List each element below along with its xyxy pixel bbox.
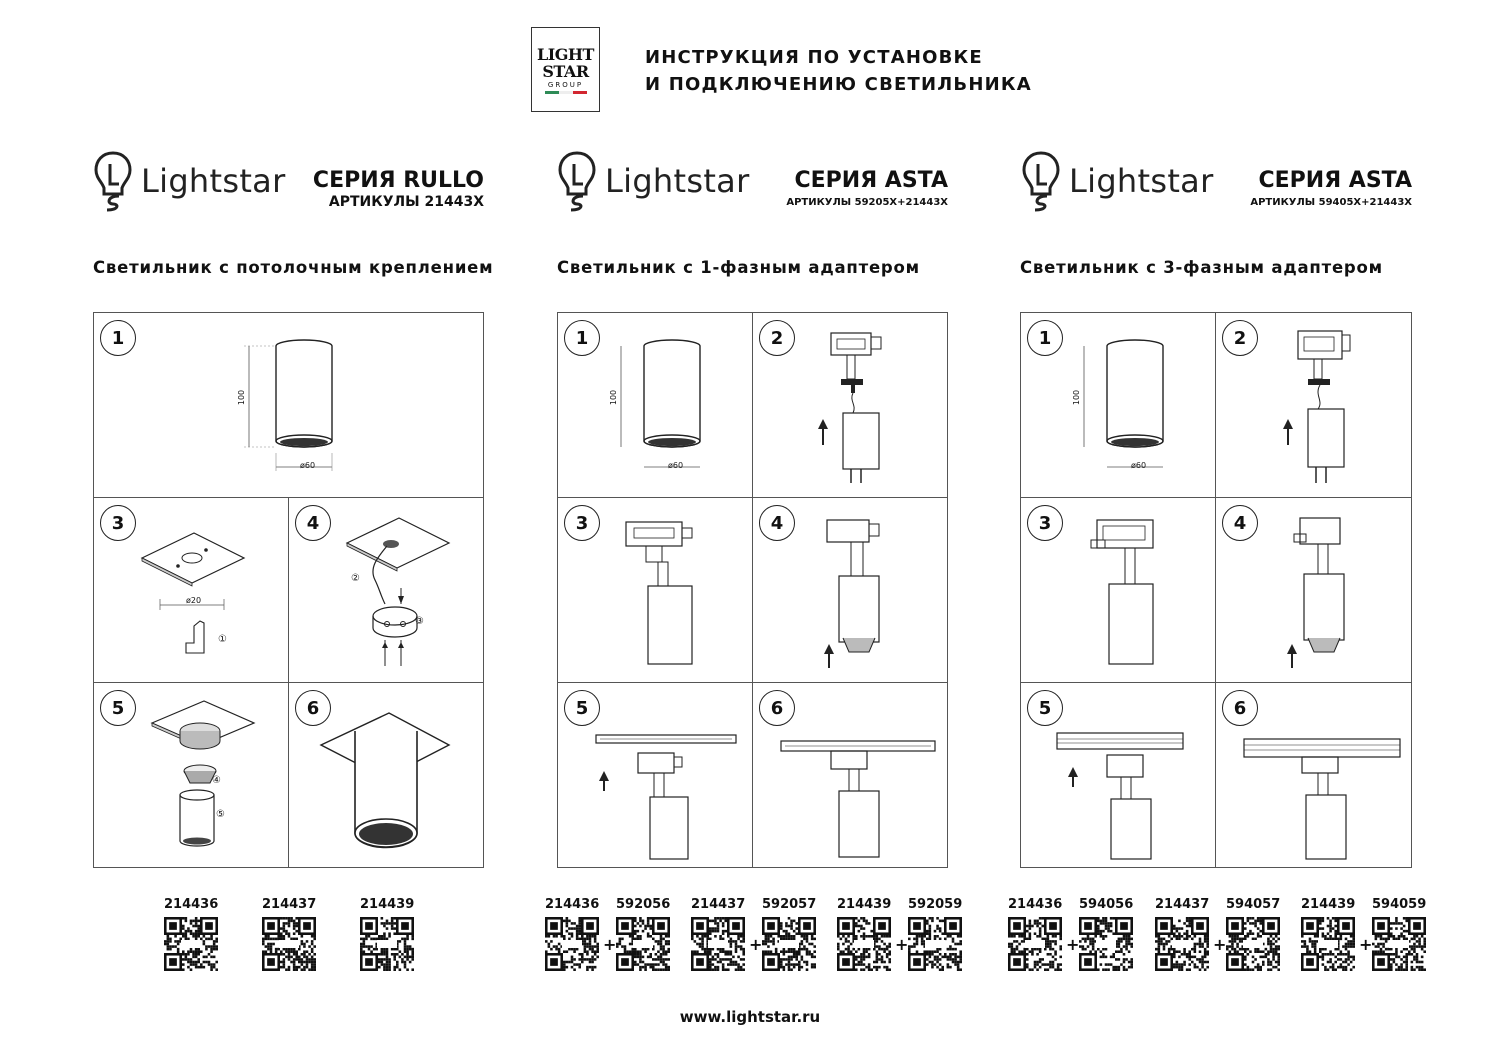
qr-code-icon[interactable] <box>691 917 745 971</box>
section-title-col3: Светильник с 3-фазным адаптером <box>1020 258 1383 277</box>
step-panel-4 <box>1215 497 1412 683</box>
article-code: 592057 <box>762 897 817 912</box>
plus-sign: + <box>749 935 763 954</box>
italian-flag-stripe <box>545 91 587 94</box>
step-number: 3 <box>1027 505 1063 541</box>
qr-code-icon[interactable] <box>762 917 816 971</box>
height-dimension: 100 <box>237 389 247 406</box>
logo-line2: STAR <box>542 61 589 81</box>
adapter-assembly-drawing <box>1021 498 1217 684</box>
article-code: 592056 <box>616 897 671 912</box>
plus-sign: + <box>1359 935 1373 954</box>
articles-col1: АРТИКУЛЫ 21443X <box>328 194 484 210</box>
logo-line3: GROUP <box>547 80 584 89</box>
diameter-dimension: ø60 <box>300 461 316 470</box>
lamp-insertion-drawing <box>94 683 290 869</box>
luminaire-dimension-drawing <box>94 313 485 499</box>
step-panel-1 <box>1020 312 1216 498</box>
article-code: 214437 <box>691 897 746 912</box>
brand-name: Lightstar <box>1069 162 1214 200</box>
lightstar-group-logo <box>531 27 600 112</box>
track-mounting-drawing <box>1021 683 1217 869</box>
installed-track-drawing <box>753 683 949 869</box>
callout-1: ① <box>218 634 227 645</box>
article-code: 594057 <box>1226 897 1281 912</box>
bulb-icon <box>557 150 597 212</box>
website-link[interactable]: www.lightstar.ru <box>679 1008 821 1026</box>
step-number: 5 <box>564 690 600 726</box>
mounting-plate-drawing <box>94 498 290 684</box>
article-code: 214439 <box>1301 897 1356 912</box>
brand-name: Lightstar <box>141 162 286 200</box>
height-dimension: 100 <box>1072 389 1082 406</box>
step-number: 6 <box>759 690 795 726</box>
series-title-col2: СЕРИЯ ASTA <box>794 168 948 193</box>
adapter-wiring-drawing <box>753 313 949 499</box>
qr-code-icon[interactable] <box>616 917 670 971</box>
step-number: 6 <box>1222 690 1258 726</box>
article-code: 214439 <box>360 897 415 912</box>
step-panel-2 <box>752 312 948 498</box>
series-title-col3: СЕРИЯ ASTA <box>1258 168 1412 193</box>
step-number: 1 <box>100 320 136 356</box>
qr-code-icon[interactable] <box>1079 917 1133 971</box>
height-dimension: 100 <box>609 389 619 406</box>
step-panel-1 <box>93 312 484 498</box>
step-panel-6 <box>288 682 484 868</box>
callout-5: ⑤ <box>216 809 225 820</box>
step-panel-3 <box>1020 497 1216 683</box>
step-number: 4 <box>295 505 331 541</box>
article-code: 214437 <box>1155 897 1210 912</box>
step-panel-5 <box>1020 682 1216 868</box>
article-code: 594056 <box>1079 897 1134 912</box>
step-number: 6 <box>295 690 331 726</box>
step-number: 5 <box>1027 690 1063 726</box>
plus-sign: + <box>895 935 909 954</box>
bulb-icon <box>1021 150 1061 212</box>
track-mounting-drawing <box>558 683 754 869</box>
step-panel-6 <box>1215 682 1412 868</box>
step-number: 1 <box>564 320 600 356</box>
qr-code-icon[interactable] <box>545 917 599 971</box>
qr-code-icon[interactable] <box>908 917 962 971</box>
section-title-col1: Светильник с потолочным креплением <box>93 258 494 277</box>
step-number: 2 <box>1222 320 1258 356</box>
step-panel-3 <box>557 497 753 683</box>
step-panel-1 <box>557 312 753 498</box>
installed-track-drawing <box>1216 683 1413 869</box>
hole-dimension: ø20 <box>186 596 202 605</box>
lamp-insertion-drawing <box>753 498 949 684</box>
qr-code-icon[interactable] <box>1155 917 1209 971</box>
qr-code-icon[interactable] <box>837 917 891 971</box>
section-title-col2: Светильник с 1-фазным адаптером <box>557 258 920 277</box>
article-code: 594059 <box>1372 897 1427 912</box>
step-number: 1 <box>1027 320 1063 356</box>
wiring-connection-drawing <box>289 498 485 684</box>
step-number: 3 <box>564 505 600 541</box>
title-line2: И ПОДКЛЮЧЕНИЮ СВЕТИЛЬНИКА <box>645 74 1032 95</box>
article-code: 214437 <box>262 897 317 912</box>
article-code: 214436 <box>1008 897 1063 912</box>
qr-code-icon[interactable] <box>1372 917 1426 971</box>
step-number: 3 <box>100 505 136 541</box>
diameter-dimension: ø60 <box>668 461 684 470</box>
installed-luminaire-drawing <box>289 683 485 869</box>
article-code: 592059 <box>908 897 963 912</box>
brand-logo-col1 <box>93 150 286 212</box>
step-panel-3 <box>93 497 289 683</box>
qr-code-icon[interactable] <box>262 917 316 971</box>
lamp-insertion-drawing <box>1216 498 1413 684</box>
plus-sign: + <box>1066 935 1080 954</box>
qr-code-icon[interactable] <box>1226 917 1280 971</box>
article-code: 214439 <box>837 897 892 912</box>
qr-code-icon[interactable] <box>1008 917 1062 971</box>
series-title-col1: СЕРИЯ RULLO <box>312 168 484 193</box>
plus-sign: + <box>1213 935 1227 954</box>
callout-4: ④ <box>212 775 221 786</box>
step-number: 4 <box>759 505 795 541</box>
articles-col2: АРТИКУЛЫ 59205X+21443X <box>786 197 948 208</box>
step-panel-4 <box>752 497 948 683</box>
callout-2: ② <box>351 573 360 584</box>
adapter-wiring-drawing <box>1216 313 1413 499</box>
plus-sign: + <box>603 935 617 954</box>
brand-name: Lightstar <box>605 162 750 200</box>
adapter-assembly-drawing <box>558 498 754 684</box>
step-panel-5 <box>93 682 289 868</box>
bulb-icon <box>93 150 133 212</box>
step-panel-4 <box>288 497 484 683</box>
diameter-dimension: ø60 <box>1131 461 1147 470</box>
brand-logo-col3 <box>1021 150 1214 212</box>
step-number: 5 <box>100 690 136 726</box>
step-panel-5 <box>557 682 753 868</box>
brand-logo-col2 <box>557 150 750 212</box>
step-panel-2 <box>1215 312 1412 498</box>
luminaire-dimension-drawing <box>558 313 754 499</box>
page-title <box>645 44 1032 98</box>
article-code: 214436 <box>164 897 219 912</box>
step-number: 4 <box>1222 505 1258 541</box>
logo-line1: LIGHT <box>537 44 594 64</box>
qr-code-icon[interactable] <box>1301 917 1355 971</box>
step-panel-6 <box>752 682 948 868</box>
articles-col3: АРТИКУЛЫ 59405X+21443X <box>1250 197 1412 208</box>
qr-code-icon[interactable] <box>360 917 414 971</box>
luminaire-dimension-drawing <box>1021 313 1217 499</box>
callout-3: ③ <box>415 616 424 627</box>
title-line1: ИНСТРУКЦИЯ ПО УСТАНОВКЕ <box>645 47 983 68</box>
qr-code-icon[interactable] <box>164 917 218 971</box>
article-code: 214436 <box>545 897 600 912</box>
step-number: 2 <box>759 320 795 356</box>
